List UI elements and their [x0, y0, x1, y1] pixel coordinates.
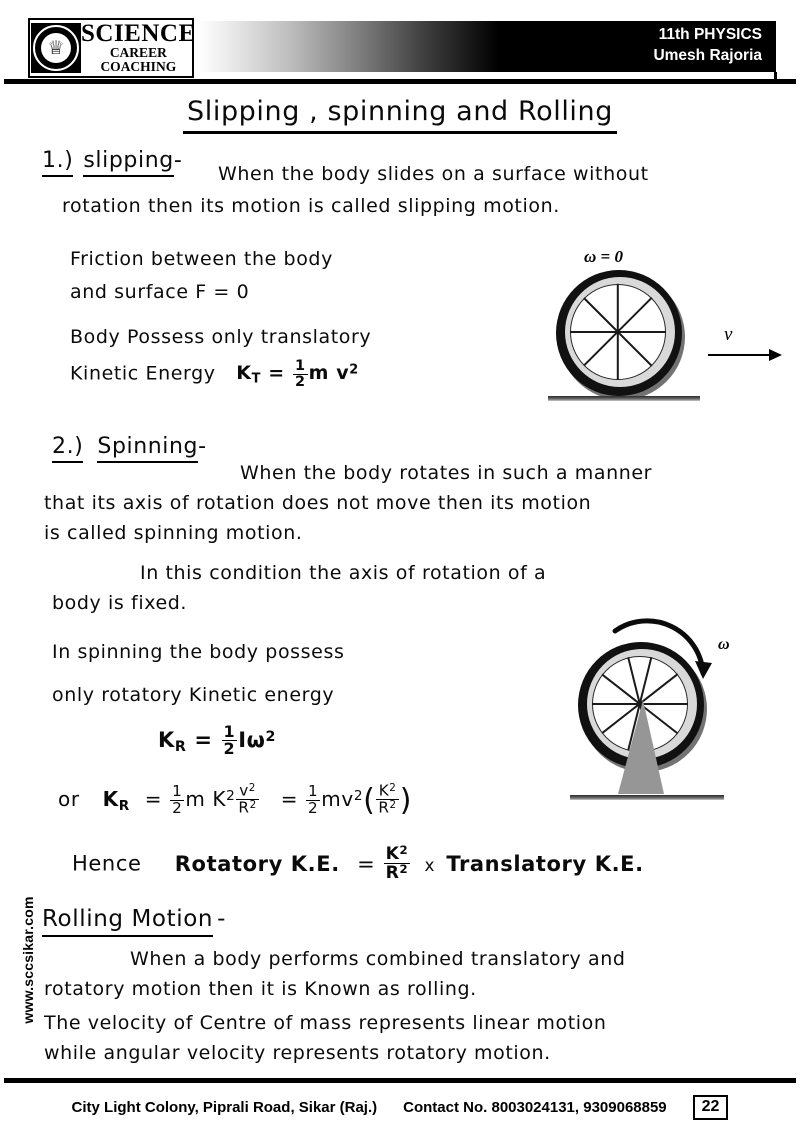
kr2-equals-1: =: [144, 786, 163, 811]
section-2-title: Spinning: [97, 434, 198, 463]
section-1-body-line-1: When the body slides on a surface without: [218, 163, 649, 185]
kr-symbol: K: [158, 728, 175, 753]
institute-logo: [28, 18, 194, 78]
runner-emblem-icon: ♕: [31, 23, 81, 73]
page-footer: [0, 1090, 800, 1124]
kr2-equals-2: =: [280, 786, 299, 811]
rotatory-ke-label: Rotatory K.E.: [174, 851, 340, 876]
hence-word: Hence: [72, 851, 142, 876]
footer-divider: [4, 1078, 796, 1083]
footer-contact: Contact No. 8003024131, 9309068859: [403, 1098, 667, 1116]
header-divider: [4, 79, 796, 84]
times-symbol: x: [424, 854, 436, 875]
page-title-text: Slipping , spinning and Rolling: [183, 96, 617, 134]
section-1-dash: -: [173, 148, 183, 173]
section-3-body-line-3: The velocity of Centre of mass represents linear motion: [44, 1012, 607, 1034]
velocity-label: v: [724, 324, 733, 345]
energy-note-line-1: Body Possess only translatory: [70, 326, 372, 348]
friction-note-line-2: and surface F = 0: [70, 281, 250, 303]
kr2-mk: m K: [185, 786, 227, 811]
ground-line-1: [548, 396, 700, 401]
kt-equals: =: [268, 362, 285, 385]
header-gradient-banner: [198, 21, 776, 72]
energy-note-line-2: [70, 354, 371, 396]
logo-line1: SCIENCE: [81, 19, 196, 47]
paren-open: (: [363, 783, 376, 818]
k2-over-r2-fraction: $\frac{K^2}{R^2}$: [385, 843, 409, 884]
kr2-mv-square: 2: [353, 788, 364, 805]
section-2-dash: -: [198, 434, 207, 459]
section-1-friction-note: [70, 243, 333, 309]
kr-square: 2: [265, 729, 277, 746]
kr-equals: =: [194, 728, 213, 753]
equation-hence: [72, 845, 644, 883]
section-2-number: 2.): [52, 434, 83, 463]
kt-subscript: T: [251, 372, 261, 388]
section-1-body-line-2: rotation then its motion is called slipping motion.: [62, 195, 560, 217]
section-1-energy-note: [70, 321, 371, 396]
kr2-k-square: 2: [226, 788, 236, 805]
page-header: [0, 0, 800, 88]
section-3-body-line-4: while angular velocity represents rotatory motion.: [44, 1042, 551, 1064]
section-2-body-line-2: that its axis of rotation does not move then its motion: [44, 492, 592, 514]
header-author: Umesh Rajoria: [653, 46, 762, 64]
logo-line2: CAREER COACHING: [100, 45, 177, 75]
kt-formula: [236, 358, 359, 390]
header-subject: 11th PHYSICS: [658, 26, 762, 43]
section-3-title: Rolling Motion: [42, 906, 213, 937]
kt-symbol: K: [236, 362, 252, 385]
section-2-heading: [52, 434, 207, 459]
section-3-dash: -: [217, 906, 226, 932]
section-2-body-line-1: When the body rotates in such a manner: [240, 462, 653, 484]
section-1-heading: [42, 148, 182, 173]
page-title: [0, 96, 800, 127]
hence-equals: =: [357, 851, 376, 876]
omega-label: ω: [718, 636, 730, 653]
section-3-heading: [42, 906, 226, 932]
kt-mv: m v: [308, 362, 350, 385]
translatory-ke-label: Translatory K.E.: [446, 851, 644, 876]
kr2-k2-over-r2: $\frac{K^2}{R^2}$: [378, 781, 397, 817]
or-word: or: [58, 786, 80, 811]
section-2-note-line-1: In spinning the body possess: [52, 641, 345, 663]
omega-zero-label: ω = 0: [584, 247, 623, 266]
footer-address: City Light Colony, Piprali Road, Sikar (Raj.): [71, 1098, 378, 1116]
paren-close: ): [399, 783, 413, 818]
kr2-half-fraction: $\frac{1}{2}$: [172, 782, 183, 817]
section-2-body-line-5: body is fixed.: [52, 592, 188, 614]
kr-half-fraction: $\frac{1}{2}$: [223, 722, 236, 759]
kr2-mv: mv: [321, 786, 354, 811]
cone-support-icon: [602, 700, 722, 840]
friction-note-line-1: Friction between the body: [70, 248, 333, 270]
kr-i-omega: Iω: [238, 728, 266, 753]
slipping-wheel-diagram: [556, 247, 786, 400]
section-1-number: 1.): [42, 148, 73, 177]
equation-kr-expanded: [58, 783, 412, 818]
velocity-arrow-icon: [708, 354, 780, 356]
kr-subscript: R: [174, 739, 187, 756]
kr2-half-fraction-2: $\frac{1}{2}$: [308, 782, 319, 817]
section-1-title: slipping: [83, 148, 173, 177]
section-2-body-line-4: In this condition the axis of rotation of a: [140, 562, 547, 584]
page-number: 22: [693, 1095, 729, 1120]
section-2-note-line-2: only rotatory Kinetic energy: [52, 684, 335, 706]
kt-half-fraction: $\frac{1}{2}$: [294, 358, 306, 390]
section-3-body-line-1: When a body performs combined translatory and: [130, 948, 626, 970]
section-3-body-line-2: rotatory motion then it is Known as rolling.: [44, 978, 477, 1000]
website-vertical-label: www.sccsikar.com: [20, 896, 36, 1024]
section-2-body-line-3: is called spinning motion.: [44, 522, 303, 544]
kt-square: 2: [349, 363, 359, 378]
wheel-rim: [570, 284, 666, 380]
kr2-v2-over-r2: $\frac{v^2}{R^2}$: [238, 781, 257, 817]
ground-line-2: [570, 795, 724, 800]
spinning-wheel-diagram: [578, 636, 778, 802]
header-divider-tick: [774, 72, 777, 80]
kr2-symbol: K: [102, 786, 119, 811]
equation-kr-definition: [158, 724, 276, 758]
kinetic-energy-label: Kinetic Energy: [70, 362, 216, 385]
kr2-subscript: R: [118, 797, 130, 814]
